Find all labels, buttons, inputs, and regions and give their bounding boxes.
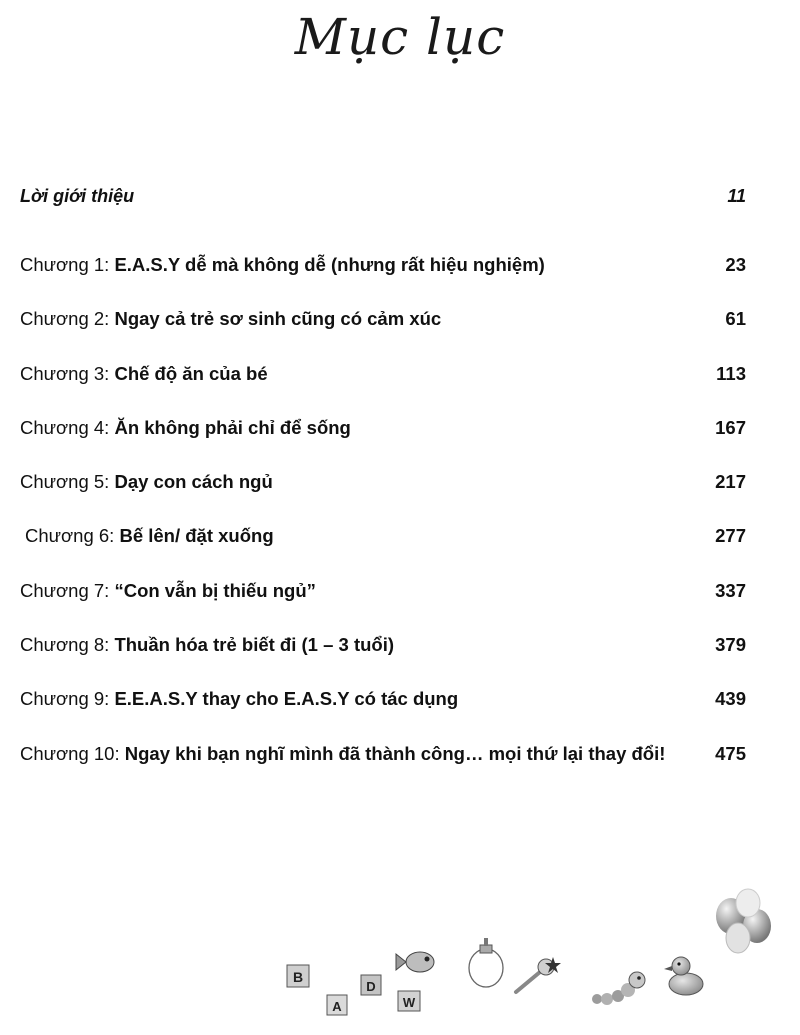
chapter-label: Chương 10: (20, 742, 125, 764)
chapter-label: Chương 9: (20, 688, 115, 710)
balloons-icon (716, 889, 771, 953)
chapter-label: Chương 6: (25, 525, 120, 547)
chapter-label: Chương 4: (20, 416, 115, 438)
block-letter-w: W (402, 995, 416, 1010)
block-letter-a: A (332, 999, 342, 1014)
chapter-title: Ăn không phải chỉ để sống (114, 416, 351, 438)
chapter-title: Thuần hóa trẻ biết đi (1 – 3 tuổi) (114, 634, 395, 656)
page-title: Mục lục (294, 8, 506, 66)
chapter-title: Chế độ ăn của bé (114, 362, 268, 384)
chapter-page: 23 (725, 254, 746, 275)
chapter-page: 337 (715, 579, 746, 601)
chapter-page: 167 (715, 416, 746, 438)
letter-block-d-icon (361, 975, 381, 995)
chapter-label: Chương 5: (20, 471, 115, 493)
block-letter-b: B (292, 969, 304, 985)
chapter-label: Chương 1: (20, 254, 115, 275)
chapter-label: Chương 2: (20, 308, 115, 330)
rubber-duck-icon (664, 957, 703, 995)
rattle-icon (516, 957, 561, 992)
chapter-title: E.E.A.S.Y thay cho E.A.S.Y có tác dụng (114, 688, 459, 710)
letter-block-w-icon (398, 991, 420, 1011)
letter-block-b-icon (287, 965, 309, 987)
caterpillar-toy-icon (592, 972, 645, 1005)
chapter-page: 439 (715, 688, 746, 710)
chapter-title: Dạy con cách ngủ (114, 471, 273, 493)
chapter-title: E.A.S.Y dễ mà không dễ (nhưng rất hiệu nghiệm) (114, 254, 545, 275)
fish-toy-icon (396, 952, 434, 972)
chapter-page: 379 (715, 634, 746, 656)
chapter-page: 61 (725, 308, 746, 330)
chapter-label: Chương 8: (20, 634, 115, 656)
chapter-page: 217 (715, 471, 746, 493)
chapter-title: Ngay khi bạn nghĩ mình đã thành công… mọi thứ lại thay đổi! (124, 742, 666, 764)
chapter-title: “Con vẫn bị thiếu ngủ” (114, 579, 316, 601)
intro-label: Lời giới thiệu (20, 186, 135, 206)
baby-bottle-icon (469, 938, 503, 987)
chapter-label: Chương 3: (20, 362, 115, 384)
chapter-title: Ngay cả trẻ sơ sinh cũng có cảm xúc (114, 308, 442, 330)
block-letter-d: D (366, 979, 376, 994)
chapter-page: 475 (715, 742, 746, 764)
intro-page: 11 (727, 186, 746, 206)
letter-block-a-icon (327, 995, 347, 1015)
chapter-label: Chương 7: (20, 579, 115, 601)
chapter-page: 277 (715, 525, 746, 547)
chapter-title: Bế lên/ đặt xuống (119, 525, 274, 547)
chapter-page: 113 (716, 362, 746, 384)
